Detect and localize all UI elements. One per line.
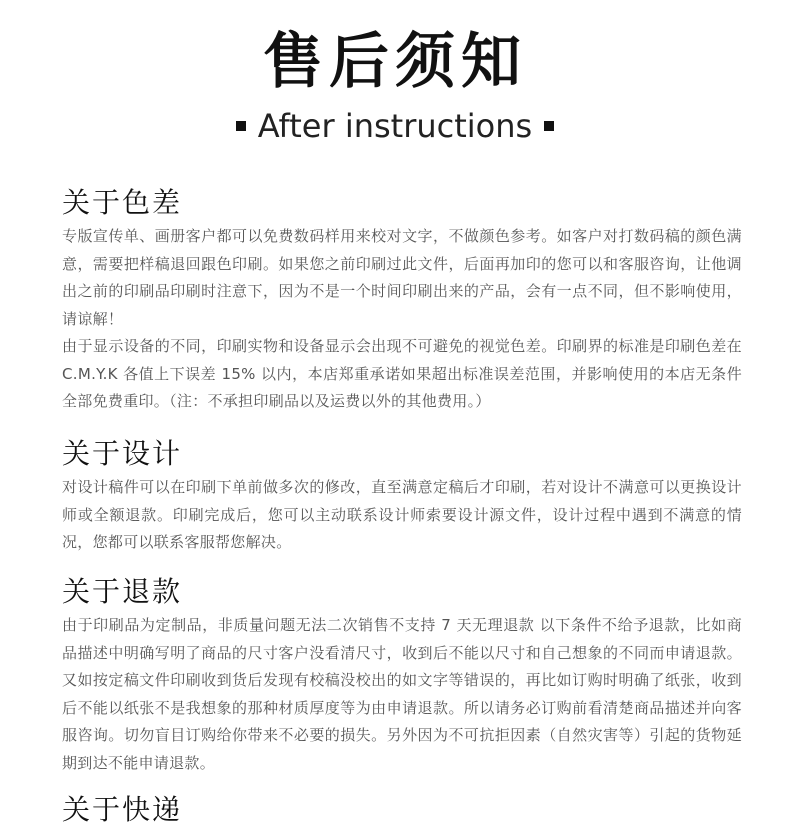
section-paragraph: 由于显示设备的不同，印刷实物和设备显示会出现不可避免的视觉色差。印刷界的标准是印刷色差在 C.M.Y.K 各值上下误差 15% 以内，本店郑重承诺如果超出标准误差范围，并影响使用的本店无条件全部免费重印。（注：不承担印刷品以及运费以外的其他费用。） — [62, 337, 742, 410]
section-paragraph: 专版宣传单、画册客户都可以免费数码样用来校对文字，不做颜色参考。如客户对打数码稿的颜色满意，需要把样稿退回跟色印刷。如果您之前印刷过此文件，后面再加印的您可以和客服咨询，让他调出之前的印刷品印刷时注意下，因为不是一个时间印刷出来的产品，会有一点不同，但不影响使用，请谅解！ — [62, 227, 742, 328]
section-heading: 关于退款 — [62, 575, 183, 608]
page-title: 售后须知 — [263, 27, 527, 97]
section-heading: 关于色差 — [62, 186, 183, 219]
section-shipping — [62, 790, 742, 830]
page-subtitle — [0, 104, 790, 148]
subtitle-text: After instructions — [257, 107, 533, 145]
section-design — [62, 434, 742, 557]
section-color-difference — [62, 183, 742, 416]
section-heading: 关于快递 — [62, 793, 183, 826]
square-bullet-icon — [544, 121, 554, 131]
section-paragraph: 由于印刷品为定制品，非质量问题无法二次销售不支持 7 天无理退款 以下条件不给予退款，比如商品描述中明确写明了商品的尺寸客户没看清尺寸，收到后不能以尺寸和自己想象的不同而申请退款。又如按定稿文件印刷收到货后发现有校稿没校出的如文字等错误的，再比如订购时明确了纸张，收到后不能以纸张不是我想象的那种材质厚度等为由申请退款。所以请务必订购前看清楚商品描述并向客服咨询。切勿盲目订购给你带来不必要的损失。另外因为不可抗拒因素（自然灾害等）引起的货物延期到达不能申请退款。 — [62, 616, 742, 772]
section-refund — [62, 572, 742, 777]
square-bullet-icon — [236, 121, 246, 131]
section-heading: 关于设计 — [62, 437, 183, 470]
section-paragraph: 对设计稿件可以在印刷下单前做多次的修改，直至满意定稿后才印刷，若对设计不满意可以更换设计师或全额退款。印刷完成后，您可以主动联系设计师索要设计源文件，设计过程中遇到不满意的情况，您都可以联系客服帮您解决。 — [62, 478, 742, 551]
